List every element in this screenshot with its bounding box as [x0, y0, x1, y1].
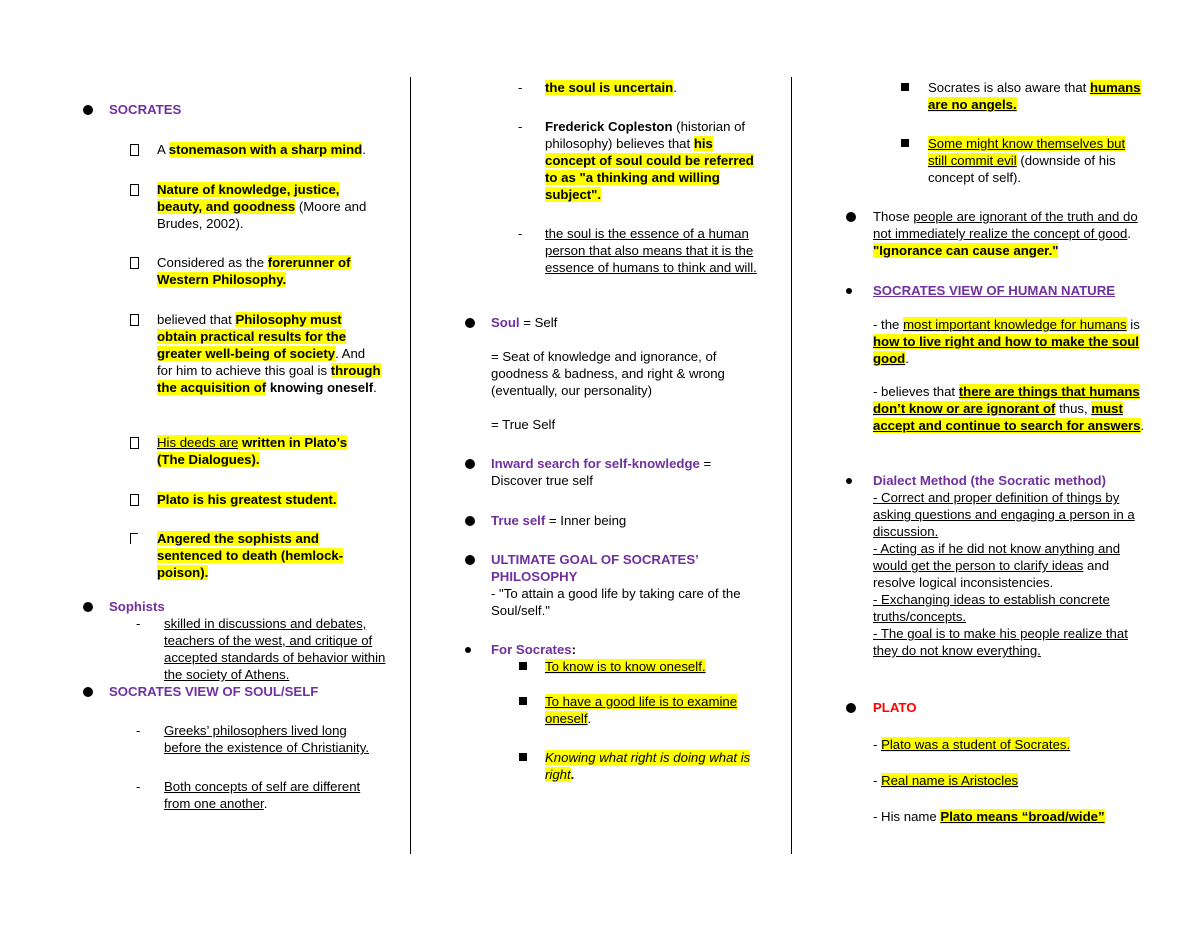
bullet-icon: [846, 288, 852, 294]
checkbox-icon: [130, 494, 139, 506]
dash-mark: -: [136, 779, 141, 794]
column-divider-right: [791, 77, 792, 854]
ultimate-goal-text: - "To attain a good life by taking care of the Soul/self.": [491, 586, 741, 618]
commit-evil: Some might know themselves but still commit evil (downside of his concept of self).: [928, 136, 1126, 185]
plato-student: - Plato was a student of Socrates.: [873, 737, 1071, 752]
socrates-item-stonemason: A stonemason with a sharp mind.: [157, 142, 366, 157]
square-bullet-icon: [519, 753, 527, 761]
socrates-item-forerunner: Considered as the forerunner of Western Philosophy.: [157, 255, 351, 287]
square-bullet-icon: [519, 697, 527, 705]
dash-mark: -: [518, 80, 523, 95]
dialect-item-2: - Acting as if he did not know anything and would get the person to clarify ideas and resolve logical inconsistencies.: [873, 541, 1121, 590]
soul-uncertain: the soul is uncertain.: [545, 80, 677, 95]
soul-seat: = Seat of knowledge and ignorance, of goodness & badness, and right & wrong (eventually, our personality): [491, 349, 725, 398]
socrates-item-death: Angered the sophists and sentenced to death (hemlock-poison).: [157, 531, 344, 580]
dialect-list: [873, 489, 1151, 659]
dash-mark: -: [518, 119, 523, 134]
copleston-item: Frederick Copleston (historian of philosophy) believes that his concept of soul could be referred to as "a thinking and willing subject".: [545, 119, 754, 202]
dash-mark: -: [518, 226, 523, 241]
checkbox-icon: [130, 314, 139, 326]
inward-search: Inward search for self-knowledge = Discover true self: [491, 456, 712, 488]
soul-essence: the soul is the essence of a human person that also means that it is the essence of humans to think and will.: [545, 226, 757, 275]
nature-ignorant: - believes that there are things that humans don’t know or are ignorant of thus, must accept and continue to search for answers.: [873, 384, 1145, 433]
socrates-item-plato: Plato is his greatest student.: [157, 492, 337, 507]
aware-angels: Socrates is also aware that humans are no angels.: [928, 80, 1141, 112]
square-bullet-icon: [519, 662, 527, 670]
plato-name-meaning: - His name Plato means “broad/wide”: [873, 809, 1105, 824]
checkbox-icon: [130, 437, 139, 449]
dialect-item-1: - Correct and proper definition of things by asking questions and engaging a person in a discussion.: [873, 490, 1135, 539]
checkbox-icon: [130, 144, 139, 156]
socrates-item-deeds: His deeds are written in Plato’s (The Dialogues).: [157, 435, 348, 467]
dialect-item-4: - The goal is to make his people realize that they do not know everything.: [873, 626, 1128, 658]
bullet-icon: [846, 703, 856, 713]
for-item-right: Knowing what right is doing what is right.: [545, 750, 751, 782]
bullet-icon: [465, 516, 475, 526]
nature-knowledge: - the most important knowledge for humans is how to live right and how to make the soul good.: [873, 317, 1140, 366]
bullet-icon: [83, 602, 93, 612]
column-divider-left: [410, 77, 411, 854]
soul-item-greeks: Greeks’ philosophers lived long before the existence of Christianity.: [164, 723, 369, 755]
bullet-icon: [465, 647, 471, 653]
socrates-heading: SOCRATES: [109, 102, 182, 117]
checkbox-icon: [130, 533, 138, 544]
bullet-icon: [465, 459, 475, 469]
bullet-icon: [465, 318, 475, 328]
for-item-examine: To have a good life is to examine oneself.: [545, 694, 738, 726]
dialect-item-3: - Exchanging ideas to establish concrete truths/concepts.: [873, 592, 1110, 624]
socrates-item-philosophy: believed that Philosophy must obtain practical results for the greater well-being of society. And for him to achieve this goal is through the acquisition of knowing oneself.: [157, 312, 381, 395]
human-nature-heading: SOCRATES VIEW OF HUMAN NATURE: [873, 283, 1116, 298]
for-item-know: To know is to know oneself.: [545, 659, 706, 674]
square-bullet-icon: [901, 83, 909, 91]
dash-mark: -: [136, 723, 141, 738]
socrates-item-nature: Nature of knowledge, justice, beauty, and goodness (Moore and Brudes, 2002).: [157, 182, 367, 231]
soul-item-concepts: Both concepts of self are different from one another.: [164, 779, 361, 811]
soul-true-self: = True Self: [491, 417, 556, 432]
checkbox-icon: [130, 184, 139, 196]
soul-self-line: Soul = Self: [491, 315, 558, 330]
bullet-icon: [83, 105, 93, 115]
true-self-line: True self = Inner being: [491, 513, 627, 528]
bullet-icon: [83, 687, 93, 697]
bullet-icon: [465, 555, 475, 565]
ultimate-goal-heading: ULTIMATE GOAL OF SOCRATES’ PHILOSOPHY: [491, 552, 699, 584]
plato-real-name: - Real name is Aristocles: [873, 773, 1019, 788]
soul-self-heading: SOCRATES VIEW OF SOUL/SELF: [109, 684, 319, 699]
plato-heading: PLATO: [873, 700, 917, 715]
ignorance-item: Those people are ignorant of the truth and do not immediately realize the concept of good. "Ignorance can cause anger.": [873, 209, 1138, 258]
dash-mark: -: [136, 616, 141, 631]
checkbox-icon: [130, 257, 139, 269]
bullet-icon: [846, 212, 856, 222]
square-bullet-icon: [901, 139, 909, 147]
for-socrates-heading: For Socrates:: [491, 642, 577, 657]
sophists-text: skilled in discussions and debates, teachers of the west, and critique of accepted standards of behavior within the society of Athens.: [164, 616, 386, 682]
sophists-heading: Sophists: [109, 599, 165, 614]
bullet-icon: [846, 478, 852, 484]
dialect-method-heading: Dialect Method (the Socratic method): [873, 473, 1107, 488]
